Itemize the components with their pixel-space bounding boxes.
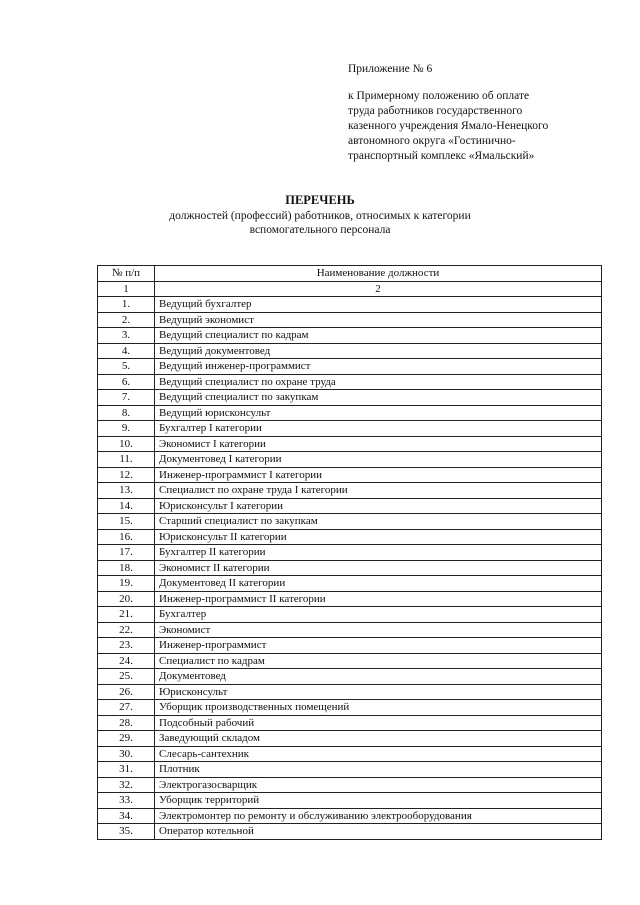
table-row bbox=[98, 421, 602, 437]
row-number: 23. bbox=[98, 638, 155, 654]
table-row bbox=[98, 653, 602, 669]
table-row bbox=[98, 731, 602, 747]
appendix-line: казенного учреждения Ямало-Ненецкого bbox=[348, 120, 549, 132]
table-row bbox=[98, 684, 602, 700]
row-number: 2. bbox=[98, 312, 155, 328]
table-row bbox=[98, 560, 602, 576]
row-number: 19. bbox=[98, 576, 155, 592]
table-row bbox=[98, 514, 602, 530]
table-row bbox=[98, 591, 602, 607]
row-number: 7. bbox=[98, 390, 155, 406]
table-body bbox=[98, 297, 602, 840]
table-row bbox=[98, 824, 602, 840]
position-name: Юрисконсульт II категории bbox=[155, 529, 602, 545]
row-number: 34. bbox=[98, 808, 155, 824]
row-number: 4. bbox=[98, 343, 155, 359]
position-name: Документовед II категории bbox=[155, 576, 602, 592]
position-name: Уборщик производственных помещений bbox=[155, 700, 602, 716]
header-position-name: Наименование должности bbox=[155, 266, 602, 282]
row-number: 6. bbox=[98, 374, 155, 390]
position-name: Оператор котельной bbox=[155, 824, 602, 840]
table-row bbox=[98, 746, 602, 762]
position-name: Заведующий складом bbox=[155, 731, 602, 747]
table-row bbox=[98, 529, 602, 545]
position-name: Электрогазосварщик bbox=[155, 777, 602, 793]
position-name: Бухгалтер bbox=[155, 607, 602, 623]
table-header-row bbox=[98, 266, 602, 282]
position-name: Юрисконсульт bbox=[155, 684, 602, 700]
position-name: Бухгалтер I категории bbox=[155, 421, 602, 437]
table-row bbox=[98, 622, 602, 638]
position-name: Ведущий специалист по закупкам bbox=[155, 390, 602, 406]
row-number: 35. bbox=[98, 824, 155, 840]
table-row bbox=[98, 777, 602, 793]
position-name: Специалист по кадрам bbox=[155, 653, 602, 669]
table-row bbox=[98, 390, 602, 406]
row-number: 25. bbox=[98, 669, 155, 685]
table-row bbox=[98, 452, 602, 468]
table-row bbox=[98, 669, 602, 685]
table-row bbox=[98, 405, 602, 421]
position-name: Экономист I категории bbox=[155, 436, 602, 452]
table-row bbox=[98, 638, 602, 654]
table-row bbox=[98, 808, 602, 824]
row-number: 13. bbox=[98, 483, 155, 499]
appendix-line: транспортный комплекс «Ямальский» bbox=[348, 150, 535, 162]
position-name: Слесарь-сантехник bbox=[155, 746, 602, 762]
row-number: 10. bbox=[98, 436, 155, 452]
appendix-line: к Примерному положению об оплате bbox=[348, 90, 530, 102]
position-name: Экономист II категории bbox=[155, 560, 602, 576]
row-number: 18. bbox=[98, 560, 155, 576]
table-row bbox=[98, 498, 602, 514]
appendix-number: Приложение № 6 bbox=[348, 63, 433, 75]
position-name: Инженер-программист I категории bbox=[155, 467, 602, 483]
position-name: Юрисконсульт I категории bbox=[155, 498, 602, 514]
position-name: Ведущий специалист по кадрам bbox=[155, 328, 602, 344]
position-name: Ведущий юрисконсульт bbox=[155, 405, 602, 421]
row-number: 27. bbox=[98, 700, 155, 716]
table-row bbox=[98, 715, 602, 731]
table-row bbox=[98, 297, 602, 313]
appendix-line: труда работников государственного bbox=[348, 105, 523, 117]
column-index-row bbox=[98, 281, 602, 297]
table-row bbox=[98, 762, 602, 778]
table-row bbox=[98, 374, 602, 390]
row-number: 8. bbox=[98, 405, 155, 421]
row-number: 20. bbox=[98, 591, 155, 607]
table-row bbox=[98, 793, 602, 809]
position-name: Документовед bbox=[155, 669, 602, 685]
position-name: Подсобный рабочий bbox=[155, 715, 602, 731]
row-number: 28. bbox=[98, 715, 155, 731]
row-number: 9. bbox=[98, 421, 155, 437]
position-name: Ведущий документовед bbox=[155, 343, 602, 359]
table-row bbox=[98, 467, 602, 483]
position-name: Инженер-программист bbox=[155, 638, 602, 654]
row-number: 14. bbox=[98, 498, 155, 514]
position-name: Плотник bbox=[155, 762, 602, 778]
row-number: 15. bbox=[98, 514, 155, 530]
appendix-line: автономного округа «Гостинично- bbox=[348, 135, 516, 147]
row-number: 26. bbox=[98, 684, 155, 700]
row-number: 22. bbox=[98, 622, 155, 638]
table-row bbox=[98, 312, 602, 328]
table-row bbox=[98, 483, 602, 499]
document-heading bbox=[0, 193, 640, 237]
table-row bbox=[98, 328, 602, 344]
row-number: 17. bbox=[98, 545, 155, 561]
position-name: Электромонтер по ремонту и обслуживанию электрооборудования bbox=[155, 808, 602, 824]
table-row bbox=[98, 545, 602, 561]
table-row bbox=[98, 576, 602, 592]
row-number: 12. bbox=[98, 467, 155, 483]
row-number: 32. bbox=[98, 777, 155, 793]
header-number: № п/п bbox=[98, 266, 155, 282]
table-row bbox=[98, 343, 602, 359]
column-index-2: 2 bbox=[155, 281, 602, 297]
row-number: 24. bbox=[98, 653, 155, 669]
table-row bbox=[98, 359, 602, 375]
position-name: Ведущий специалист по охране труда bbox=[155, 374, 602, 390]
row-number: 31. bbox=[98, 762, 155, 778]
row-number: 29. bbox=[98, 731, 155, 747]
position-name: Уборщик территорий bbox=[155, 793, 602, 809]
document-subtitle: должностей (профессий) работников, относимых к категории вспомогательного персонала bbox=[169, 210, 471, 236]
row-number: 1. bbox=[98, 297, 155, 313]
row-number: 33. bbox=[98, 793, 155, 809]
position-name: Бухгалтер II категории bbox=[155, 545, 602, 561]
position-name: Ведущий бухгалтер bbox=[155, 297, 602, 313]
document-title: ПЕРЕЧЕНЬ bbox=[285, 193, 355, 207]
row-number: 11. bbox=[98, 452, 155, 468]
row-number: 16. bbox=[98, 529, 155, 545]
column-index-1: 1 bbox=[98, 281, 155, 297]
row-number: 3. bbox=[98, 328, 155, 344]
table-row bbox=[98, 607, 602, 623]
position-name: Старший специалист по закупкам bbox=[155, 514, 602, 530]
table-row bbox=[98, 700, 602, 716]
position-name: Ведущий экономист bbox=[155, 312, 602, 328]
position-name: Специалист по охране труда I категории bbox=[155, 483, 602, 499]
row-number: 30. bbox=[98, 746, 155, 762]
positions-table bbox=[97, 265, 602, 840]
position-name: Экономист bbox=[155, 622, 602, 638]
table-row bbox=[98, 436, 602, 452]
position-name: Инженер-программист II категории bbox=[155, 591, 602, 607]
row-number: 21. bbox=[98, 607, 155, 623]
position-name: Ведущий инженер-программист bbox=[155, 359, 602, 375]
position-name: Документовед I категории bbox=[155, 452, 602, 468]
row-number: 5. bbox=[98, 359, 155, 375]
appendix-block bbox=[348, 62, 608, 164]
